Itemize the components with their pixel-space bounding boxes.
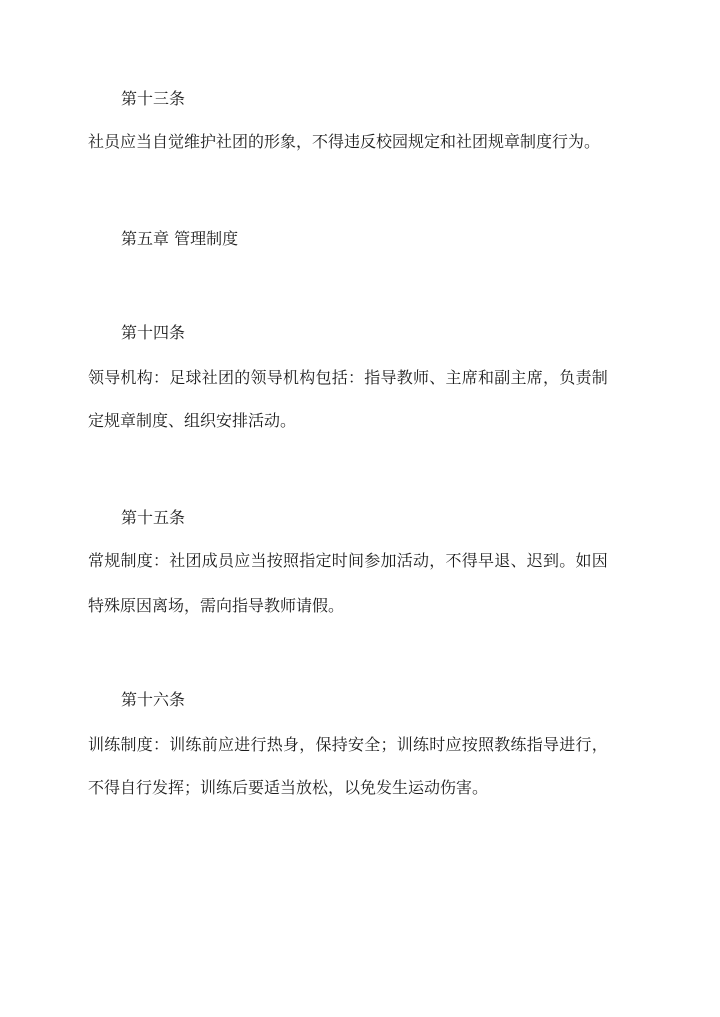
chapter-5-heading: 第五章 管理制度 [121,229,239,248]
article-13-text-line-1: 社员应当自觉维护社团的形象，不得违反校园规定和社团规章制度行为。 [88,132,601,151]
article-16-heading: 第十六条 [121,690,186,709]
article-14-heading: 第十四条 [121,323,186,342]
article-15-heading: 第十五条 [121,508,186,527]
article-14-text-line-2: 定规章制度、组织安排活动。 [88,411,297,430]
article-16-text-line-1: 训练制度：训练前应进行热身，保持安全；训练时应按照教练指导进行， [88,735,609,754]
article-16-text-line-2: 不得自行发挥；训练后要适当放松，以免发生运动伤害。 [88,778,489,797]
article-14-text-line-1: 领导机构：足球社团的领导机构包括：指导教师、主席和副主席，负责制 [88,368,609,387]
article-15-text-line-1: 常规制度：社团成员应当按照指定时间参加活动，不得早退、迟到。如因 [88,551,609,570]
article-15-text-line-2: 特殊原因离场，需向指导教师请假。 [88,596,345,615]
article-13-heading: 第十三条 [121,89,186,108]
